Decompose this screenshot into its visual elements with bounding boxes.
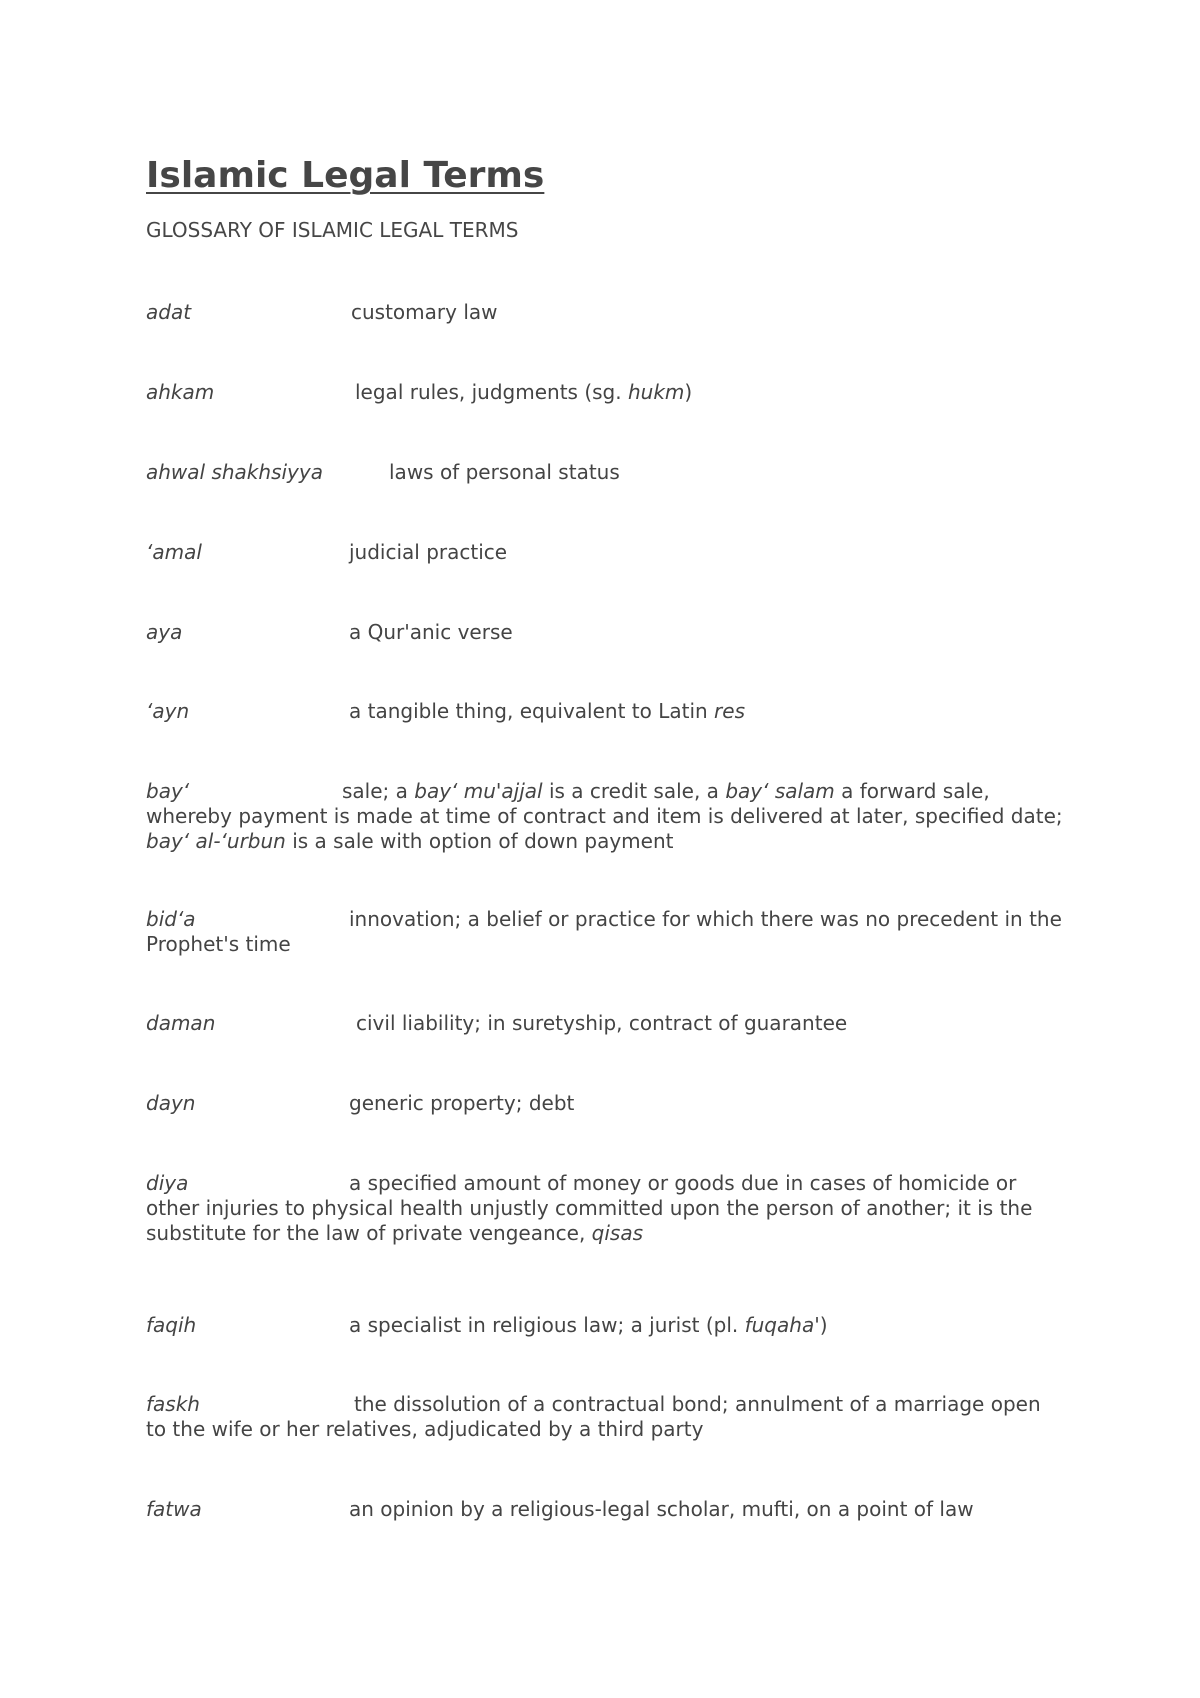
definition-text: generic property; debt — [349, 1091, 575, 1115]
glossary-term: bid‘a — [146, 907, 196, 931]
glossary-entry — [146, 1313, 1066, 1338]
definition-text: a forward sale, whereby payment is made at time of contract and item is delivered at later, specified date; — [146, 779, 1063, 828]
glossary-term: fatwa — [146, 1497, 202, 1521]
definition-text: ) — [684, 380, 693, 404]
glossary-definition — [146, 300, 1066, 325]
glossary-entry — [146, 1497, 1066, 1522]
definition-italic-text: bay‘ al-‘urbun — [146, 829, 286, 853]
glossary-definition — [146, 907, 1066, 957]
glossary-term: bay‘ — [146, 779, 190, 803]
page-subtitle: GLOSSARY OF ISLAMIC LEGAL TERMS — [146, 218, 519, 242]
glossary-entry — [146, 380, 1066, 405]
glossary-definition — [146, 1171, 1066, 1246]
glossary-entry — [146, 699, 1066, 724]
definition-text: an opinion by a religious-legal scholar, mufti, on a point of law — [349, 1497, 974, 1521]
glossary-definition — [146, 699, 1066, 724]
glossary-term: aya — [146, 620, 183, 644]
definition-italic-text: fuqaha' — [744, 1313, 820, 1337]
glossary-definition — [146, 1392, 1066, 1442]
glossary-term: ‘ayn — [146, 699, 190, 723]
definition-text: is a sale with option of down payment — [285, 829, 674, 853]
glossary-entry — [146, 620, 1066, 645]
glossary-entry — [146, 907, 1066, 957]
glossary-term: dayn — [146, 1091, 196, 1115]
definition-text: laws of personal status — [389, 460, 620, 484]
definition-italic-text: bay‘ mu'ajjal — [414, 779, 543, 803]
glossary-term: ahkam — [146, 380, 215, 404]
glossary-term: ahwal shakhsiyya — [146, 460, 323, 484]
glossary-term: ‘amal — [146, 540, 202, 564]
definition-text: legal rules, judgments (sg. — [355, 380, 628, 404]
glossary-definition — [146, 779, 1066, 854]
definition-text: a tangible thing, equivalent to Latin — [349, 699, 715, 723]
definition-text: customary law — [351, 300, 498, 324]
glossary-definition — [146, 1497, 1066, 1522]
definition-text: is a credit sale, a — [542, 779, 726, 803]
glossary-term: faskh — [146, 1392, 200, 1416]
definition-italic-text: bay‘ salam — [725, 779, 835, 803]
glossary-entry — [146, 779, 1066, 854]
page-title: Islamic Legal Terms — [146, 155, 545, 196]
glossary-entry — [146, 540, 1066, 565]
definition-italic-text: qisas — [591, 1221, 644, 1245]
glossary-entry — [146, 1091, 1066, 1116]
glossary-term: daman — [146, 1011, 216, 1035]
glossary-definition — [146, 620, 1066, 645]
glossary-term: faqih — [146, 1313, 197, 1337]
glossary-definition — [146, 1011, 1066, 1036]
glossary-entry — [146, 1392, 1066, 1442]
definition-text: civil liability; in suretyship, contract of guarantee — [356, 1011, 848, 1035]
glossary-definition — [146, 1091, 1066, 1116]
definition-text: the dissolution of a contractual bond; annulment of a marriage open to the wife or her relatives, adjudicated by a third party — [146, 1392, 1041, 1441]
definition-italic-text: hukm — [627, 380, 685, 404]
definition-text: judicial practice — [349, 540, 508, 564]
definition-italic-text: res — [714, 699, 745, 723]
glossary-entry — [146, 1171, 1066, 1246]
glossary-term: adat — [146, 300, 192, 324]
glossary-definition — [146, 380, 1066, 405]
definition-text: a specialist in religious law; a jurist (pl. — [349, 1313, 745, 1337]
definition-text: sale; a — [342, 779, 415, 803]
definition-text: ) — [819, 1313, 828, 1337]
definition-text: a specified amount of money or goods due in cases of homicide or other injuries to physical health unjustly committed upon the person of another; it is the substitute for the law of private vengeance, — [146, 1171, 1033, 1245]
glossary-entry — [146, 1011, 1066, 1036]
definition-text: innovation; a belief or practice for which there was no precedent in the Prophet's time — [146, 907, 1062, 956]
glossary-entry — [146, 460, 1066, 485]
glossary-entry — [146, 300, 1066, 325]
definition-text: a Qur'anic verse — [349, 620, 513, 644]
glossary-term: diya — [146, 1171, 189, 1195]
glossary-definition — [146, 540, 1066, 565]
glossary-definition — [146, 1313, 1066, 1338]
